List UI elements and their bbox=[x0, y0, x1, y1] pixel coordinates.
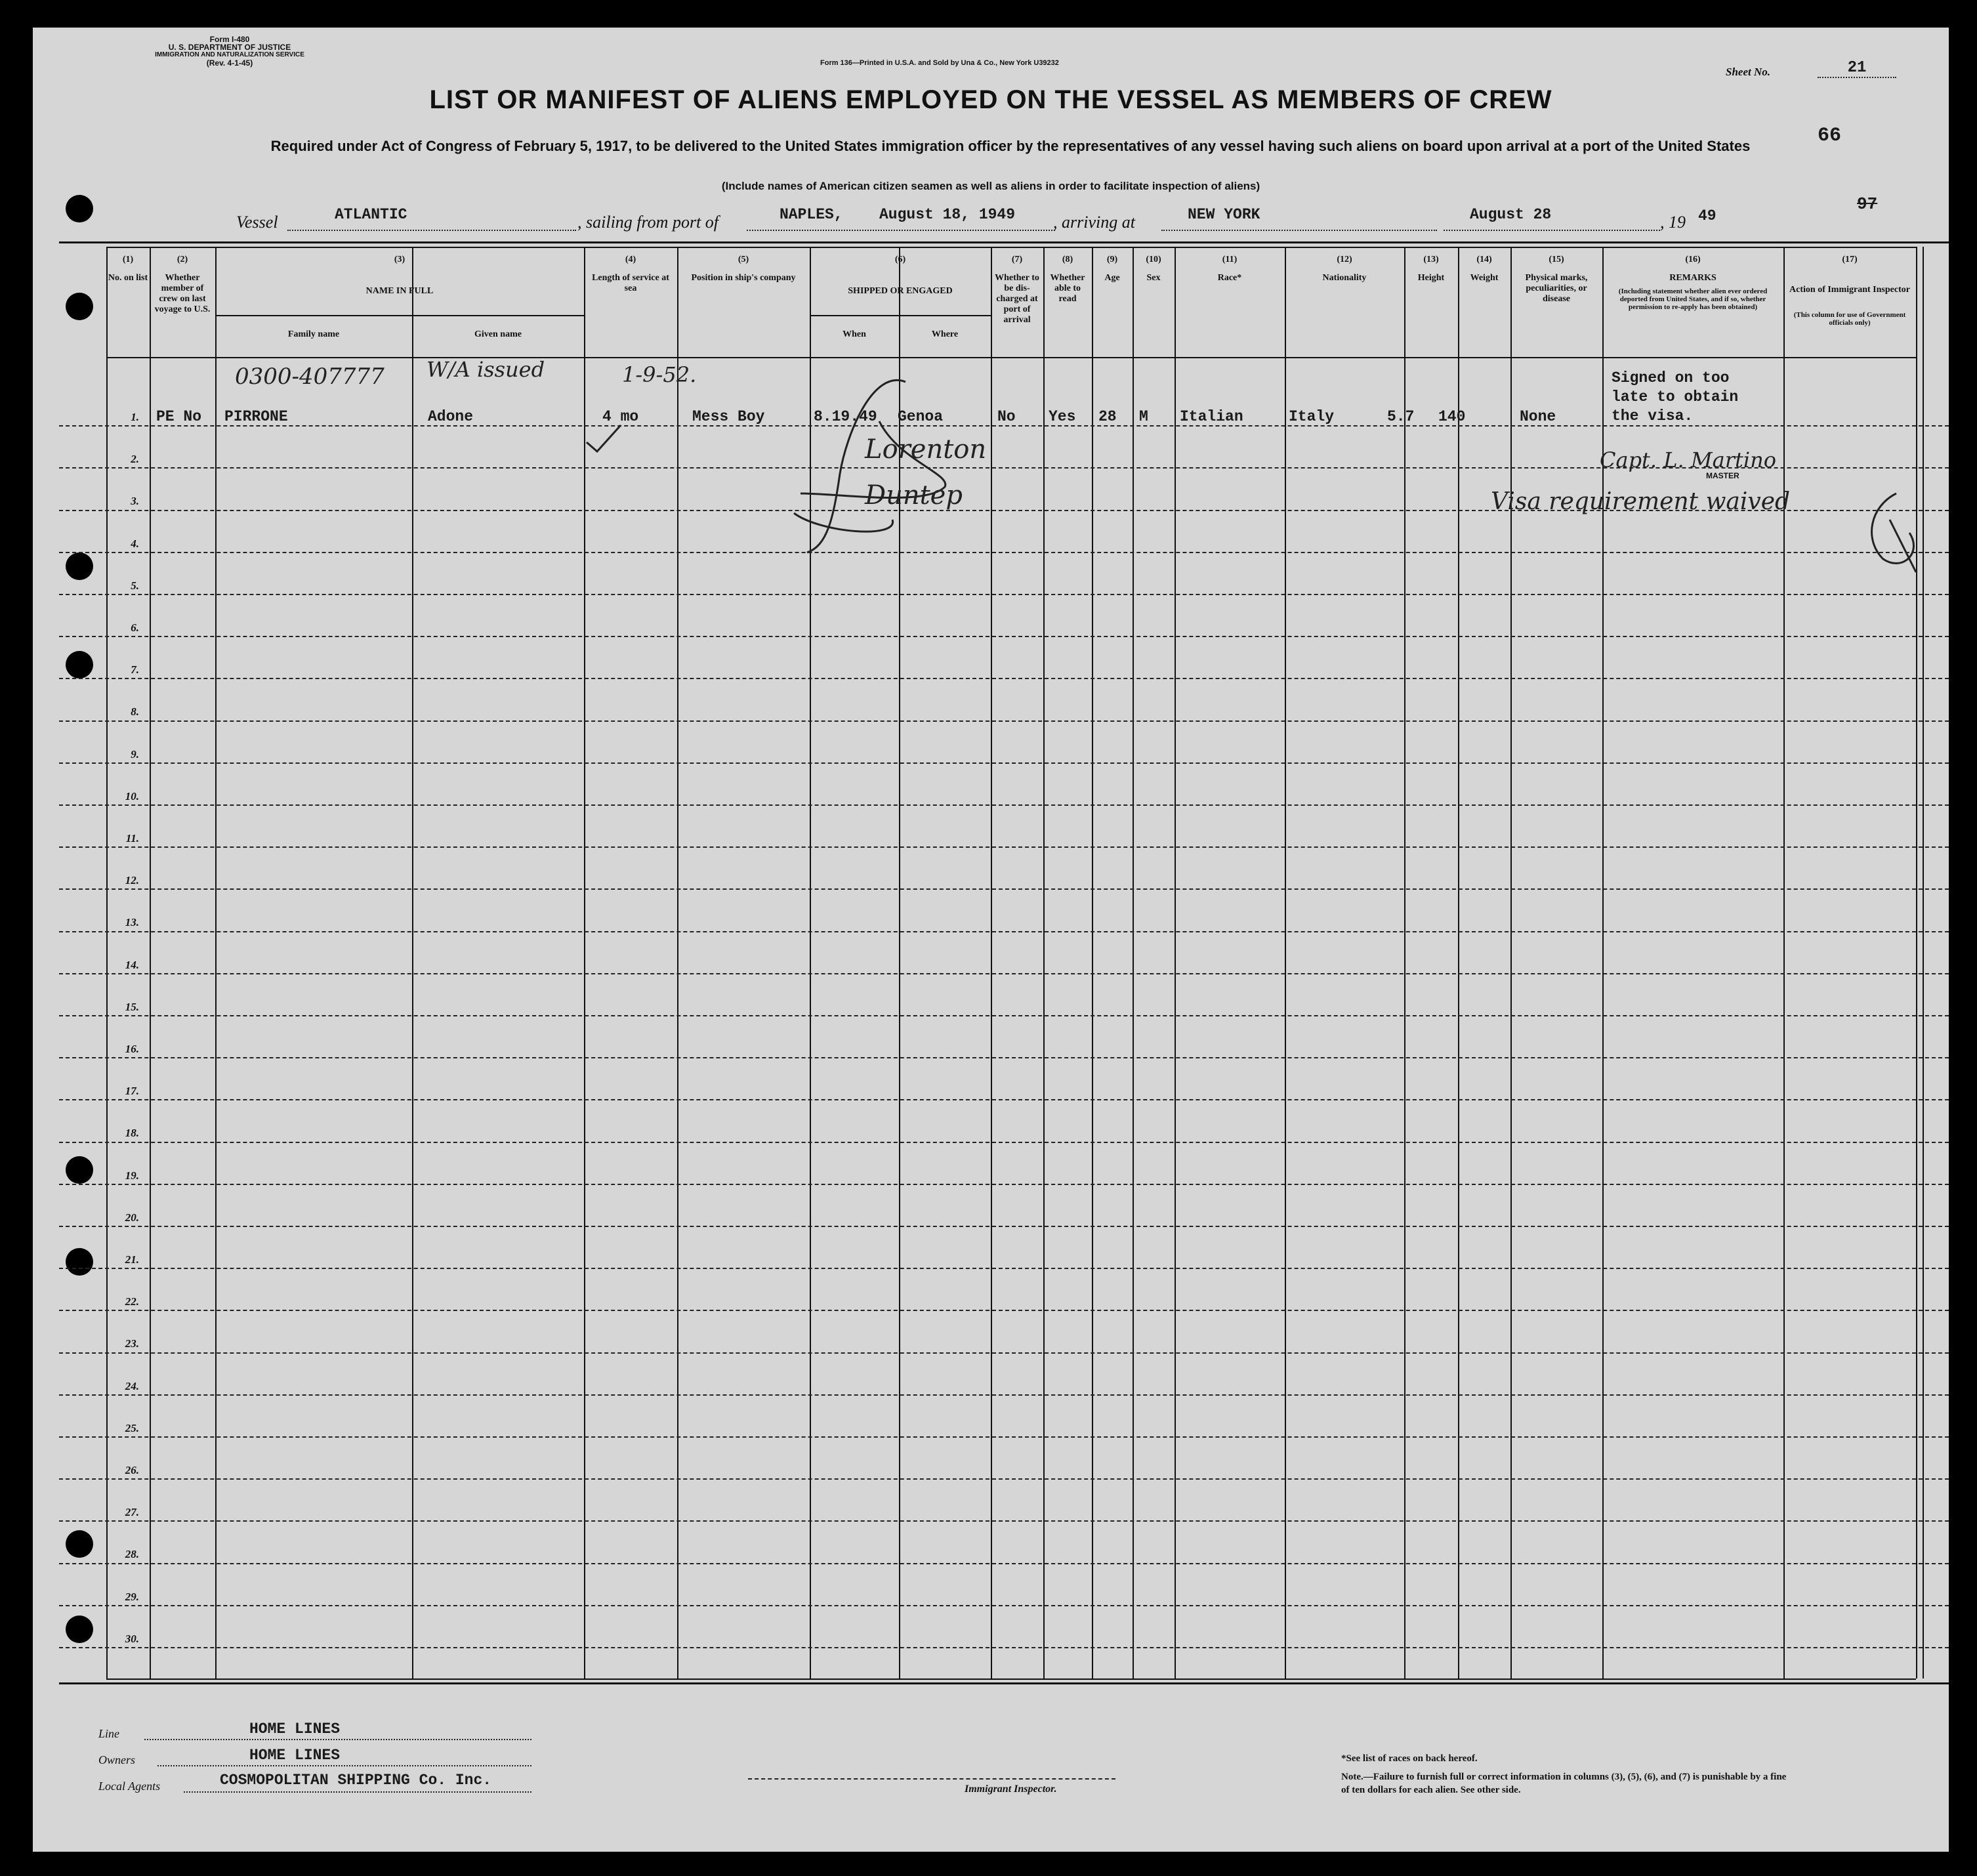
cell-discharged: No bbox=[997, 408, 1016, 425]
row-number: 19. bbox=[125, 1169, 139, 1182]
owners-underline bbox=[157, 1740, 531, 1766]
punch-hole bbox=[66, 651, 93, 678]
handwritten-master-sign: Capt. L. Martino bbox=[1600, 448, 1776, 472]
row-rule bbox=[59, 846, 1949, 848]
row-rule bbox=[59, 762, 1949, 764]
cell-given-name: Adone bbox=[428, 408, 474, 425]
vessel-underline bbox=[287, 205, 576, 231]
punch-hole bbox=[66, 1248, 93, 1276]
column-header: SHIPPED OR ENGAGED bbox=[848, 286, 953, 296]
vessel-label: Vessel bbox=[236, 213, 278, 232]
handwritten-wa-date: 1-9-52. bbox=[622, 362, 697, 387]
row-rule bbox=[59, 973, 1949, 974]
column-header: No. on list bbox=[108, 273, 148, 283]
column-header: Physical marks, peculiarities, or disease bbox=[1525, 273, 1588, 304]
column-number: (7) bbox=[1011, 255, 1023, 264]
penalty-note: Note.—Failure to furnish full or correct information in columns (3), (5), (6), and (7) is punishable by a fine of ten dollars for each alien. See other side. bbox=[1341, 1772, 1787, 1795]
arrival-port: NEW YORK bbox=[1188, 206, 1260, 223]
service-name: IMMIGRATION AND NATURALIZATION SERVICE bbox=[155, 51, 304, 58]
handwritten-file-number: 0300-407777 bbox=[235, 364, 385, 390]
remarks-line: Signed on too bbox=[1612, 369, 1730, 386]
column-rule bbox=[215, 247, 217, 1678]
row-number: 29. bbox=[125, 1591, 139, 1603]
manifest-sheet bbox=[33, 28, 1949, 1852]
column-rule bbox=[1923, 247, 1924, 1678]
inspector-signature-line bbox=[748, 1778, 1115, 1780]
column-header: Weight bbox=[1470, 273, 1499, 283]
line-label: Line bbox=[98, 1727, 120, 1740]
form-title: LIST OR MANIFEST OF ALIENS EMPLOYED ON THE VESSEL AS MEMBERS OF CREW bbox=[429, 85, 1552, 114]
form-id-block bbox=[144, 35, 315, 67]
column-subheader: Family name bbox=[287, 329, 340, 339]
column-rule bbox=[150, 247, 151, 1678]
column-header: Nationality bbox=[1322, 273, 1367, 283]
row-number: 7. bbox=[131, 663, 139, 676]
column-header: Height bbox=[1417, 273, 1445, 283]
column-header: Whether member of crew on last voyage to U.S. bbox=[154, 273, 211, 314]
row-rule bbox=[59, 1605, 1949, 1606]
from-port: NAPLES, bbox=[780, 206, 843, 223]
table-top-rule-inner bbox=[106, 247, 1916, 248]
row-number: 20. bbox=[125, 1211, 139, 1224]
row-rule bbox=[59, 804, 1949, 806]
row-rule bbox=[59, 1310, 1949, 1311]
row-rule bbox=[59, 1563, 1949, 1564]
row-rule bbox=[59, 636, 1949, 637]
row-rule bbox=[59, 594, 1949, 595]
row-rule bbox=[59, 1394, 1949, 1396]
column-rule bbox=[1092, 247, 1093, 1678]
column-rule bbox=[677, 247, 678, 1678]
form-revision: (Rev. 4-1-45) bbox=[206, 58, 253, 68]
row-number: 11. bbox=[125, 832, 139, 844]
cell-height: 5.7 bbox=[1387, 408, 1415, 425]
cell-position: Mess Boy bbox=[692, 408, 765, 425]
punch-hole bbox=[66, 293, 93, 320]
punch-hole bbox=[66, 552, 93, 580]
column-number: (3) bbox=[394, 255, 406, 264]
column-number: (13) bbox=[1423, 255, 1439, 264]
inspector-label: Immigrant Inspector. bbox=[965, 1783, 1057, 1795]
shipped-subheader-rule bbox=[810, 315, 991, 316]
arrival-year: 49 bbox=[1698, 207, 1717, 224]
column-rule bbox=[991, 247, 992, 1678]
row-rule bbox=[59, 1478, 1949, 1480]
column-number: (15) bbox=[1549, 255, 1564, 264]
punch-hole bbox=[66, 1615, 93, 1643]
row-number: 14. bbox=[125, 959, 139, 971]
column-number: (16) bbox=[1685, 255, 1701, 264]
printer-note: Form 136—Printed in U.S.A. and Sold by Una & Co., New York U39232 bbox=[820, 59, 1059, 67]
table-bottom-rule-inner bbox=[106, 1678, 1916, 1680]
row-number: 6. bbox=[131, 621, 139, 634]
column-header: Action of Immigrant Inspector bbox=[1789, 285, 1910, 295]
row-number: 21. bbox=[125, 1253, 139, 1266]
row-number: 9. bbox=[131, 748, 139, 761]
remarks-line: late to obtain bbox=[1612, 388, 1739, 406]
column-rule bbox=[1285, 247, 1286, 1678]
column-rule bbox=[1133, 247, 1134, 1678]
row-rule bbox=[59, 1268, 1949, 1269]
column-rule bbox=[1458, 247, 1459, 1678]
cell-age: 28 bbox=[1098, 408, 1117, 425]
row-rule bbox=[59, 1142, 1949, 1143]
row-number: 3. bbox=[131, 495, 139, 507]
cell-able-read: Yes bbox=[1049, 408, 1076, 425]
column-header: NAME IN FULL bbox=[365, 286, 434, 296]
row-rule bbox=[59, 931, 1949, 932]
column-header-detail: (This column for use of Government officials only) bbox=[1793, 311, 1906, 327]
sheet-label: Sheet No. bbox=[1726, 66, 1770, 78]
row-rule bbox=[59, 1352, 1949, 1354]
row-rule bbox=[59, 720, 1949, 722]
department-name: U. S. DEPARTMENT OF JUSTICE bbox=[168, 43, 291, 52]
row-number: 18. bbox=[125, 1127, 139, 1139]
header-bottom-rule bbox=[106, 357, 1916, 358]
line-value: HOME LINES bbox=[249, 1720, 341, 1738]
column-number: (12) bbox=[1337, 255, 1352, 264]
cell-member-last-voyage: PE No bbox=[156, 408, 202, 425]
column-rule bbox=[106, 247, 108, 1678]
cell-weight: 140 bbox=[1438, 408, 1466, 425]
check-mark bbox=[584, 423, 623, 455]
row-number: 1. bbox=[131, 411, 139, 423]
table-bottom-rule bbox=[59, 1682, 1949, 1684]
row-number: 26. bbox=[125, 1464, 139, 1476]
column-number: (6) bbox=[894, 255, 906, 264]
row-rule bbox=[59, 1099, 1949, 1100]
sheet-number: 21 bbox=[1818, 59, 1896, 78]
row-number: 8. bbox=[131, 705, 139, 718]
arrival-month-day: August 28 bbox=[1470, 206, 1552, 223]
row-number: 5. bbox=[131, 579, 139, 592]
row-number: 2. bbox=[131, 453, 139, 465]
row-number: 22. bbox=[125, 1295, 139, 1308]
row-rule bbox=[59, 1184, 1949, 1185]
punch-hole bbox=[66, 1530, 93, 1558]
column-rule bbox=[1916, 247, 1917, 1678]
row-rule bbox=[59, 678, 1949, 679]
row-rule bbox=[59, 1226, 1949, 1227]
form-number: Form I-480 bbox=[209, 35, 250, 44]
handwritten-visa-note: Visa requirement waived bbox=[1491, 488, 1791, 515]
row-number: 15. bbox=[125, 1001, 139, 1013]
row-number: 17. bbox=[125, 1085, 139, 1097]
row-number: 12. bbox=[125, 874, 139, 886]
vessel-name: ATLANTIC bbox=[335, 206, 407, 223]
column-number: (8) bbox=[1062, 255, 1073, 264]
column-header: Sex bbox=[1146, 273, 1161, 283]
column-rule bbox=[412, 247, 413, 1678]
row-number: 27. bbox=[125, 1506, 139, 1518]
punch-hole bbox=[66, 195, 93, 222]
name-subheader-rule bbox=[215, 315, 584, 316]
column-header: Age bbox=[1104, 273, 1120, 283]
column-number: (10) bbox=[1146, 255, 1161, 264]
row-rule bbox=[59, 1436, 1949, 1438]
row-rule bbox=[59, 1647, 1949, 1648]
column-header: Race* bbox=[1217, 273, 1242, 283]
crossed-number: 97 bbox=[1857, 194, 1878, 214]
column-header: Length of service at sea bbox=[592, 273, 669, 293]
column-number: (11) bbox=[1222, 255, 1238, 264]
signature-scribble bbox=[768, 343, 978, 566]
row-number: 24. bbox=[125, 1380, 139, 1392]
column-rule bbox=[1404, 247, 1405, 1678]
row-rule bbox=[59, 1520, 1949, 1522]
cell-marks: None bbox=[1520, 408, 1556, 425]
cell-length-service: 4 mo bbox=[602, 408, 639, 425]
row-rule bbox=[59, 552, 1949, 553]
column-rule bbox=[584, 247, 585, 1678]
row-number: 16. bbox=[125, 1043, 139, 1055]
handwritten-initials-a: Lorenton bbox=[865, 434, 987, 465]
column-subheader: Where bbox=[931, 329, 959, 339]
races-note: *See list of races on back hereof. bbox=[1341, 1753, 1478, 1764]
form-note: (Include names of American citizen seamen as well as aliens in order to facilitate inspection of aliens) bbox=[721, 180, 1260, 192]
row-number: 4. bbox=[131, 537, 139, 550]
column-rule bbox=[1783, 247, 1785, 1678]
arriving-label: , arriving at bbox=[1053, 213, 1135, 232]
row-number: 10. bbox=[125, 790, 139, 803]
page-number: 66 bbox=[1818, 125, 1842, 147]
column-subheader: When bbox=[843, 329, 866, 339]
cell-remarks bbox=[1612, 369, 1738, 426]
column-number: (17) bbox=[1842, 255, 1858, 264]
column-rule bbox=[1510, 247, 1512, 1678]
row-rule bbox=[59, 1057, 1949, 1058]
table-top-rule bbox=[59, 241, 1949, 243]
row-number: 30. bbox=[125, 1633, 139, 1645]
cell-when: 8.19.49 bbox=[814, 408, 877, 425]
row-rule bbox=[59, 1015, 1949, 1016]
agents-label: Local Agents bbox=[98, 1780, 161, 1793]
arrival-year-prefix: , 19 bbox=[1660, 213, 1686, 232]
column-number: (1) bbox=[122, 255, 134, 264]
column-header: REMARKS bbox=[1669, 273, 1717, 283]
cell-family-name: PIRRONE bbox=[224, 408, 288, 425]
column-header: Whether to be dis-charged at port of arrival bbox=[995, 273, 1039, 325]
owners-label: Owners bbox=[98, 1753, 136, 1766]
cell-sex: M bbox=[1139, 408, 1148, 425]
column-number: (9) bbox=[1106, 255, 1118, 264]
cell-nationality: Italy bbox=[1289, 408, 1335, 425]
form-subtitle: Required under Act of Congress of February 5, 1917, to be delivered to the United States immigration officer by the representatives of any vessel having such aliens on board upon arrival at a port of the United States bbox=[270, 138, 1751, 154]
column-number: (4) bbox=[625, 255, 636, 264]
column-number: (2) bbox=[177, 255, 188, 264]
column-number: (14) bbox=[1476, 255, 1492, 264]
cell-race: Italian bbox=[1180, 408, 1243, 425]
sail-date: August 18, 1949 bbox=[879, 206, 1016, 223]
row-number: 28. bbox=[125, 1548, 139, 1560]
column-header: Position in ship's company bbox=[691, 273, 796, 283]
column-rule bbox=[1043, 247, 1045, 1678]
column-header-detail: (Including statement whether alien ever ordered deported from United States, and if so, whether permission to re-apply has been obtained) bbox=[1618, 287, 1768, 311]
handwritten-initials-b: Duntep bbox=[865, 480, 963, 511]
column-number: (5) bbox=[738, 255, 749, 264]
remarks-line: the visa. bbox=[1612, 407, 1694, 425]
row-number: 13. bbox=[125, 916, 139, 928]
handwritten-wa-note: W/A issued bbox=[427, 357, 545, 382]
row-number: 23. bbox=[125, 1337, 139, 1350]
column-rule bbox=[1175, 247, 1176, 1678]
row-rule bbox=[59, 888, 1949, 890]
row-number: 25. bbox=[125, 1422, 139, 1434]
sailing-label: , sailing from port of bbox=[577, 213, 719, 232]
column-subheader: Given name bbox=[474, 329, 522, 339]
punch-hole bbox=[66, 1156, 93, 1184]
master-label: MASTER bbox=[1706, 471, 1739, 480]
owners-value: HOME LINES bbox=[249, 1747, 341, 1764]
column-header: Whether able to read bbox=[1050, 273, 1085, 304]
inspector-initial-scribble bbox=[1857, 480, 1929, 585]
agents-value: COSMOPOLITAN SHIPPING Co. Inc. bbox=[220, 1772, 492, 1789]
cell-where: Genoa bbox=[898, 408, 944, 425]
